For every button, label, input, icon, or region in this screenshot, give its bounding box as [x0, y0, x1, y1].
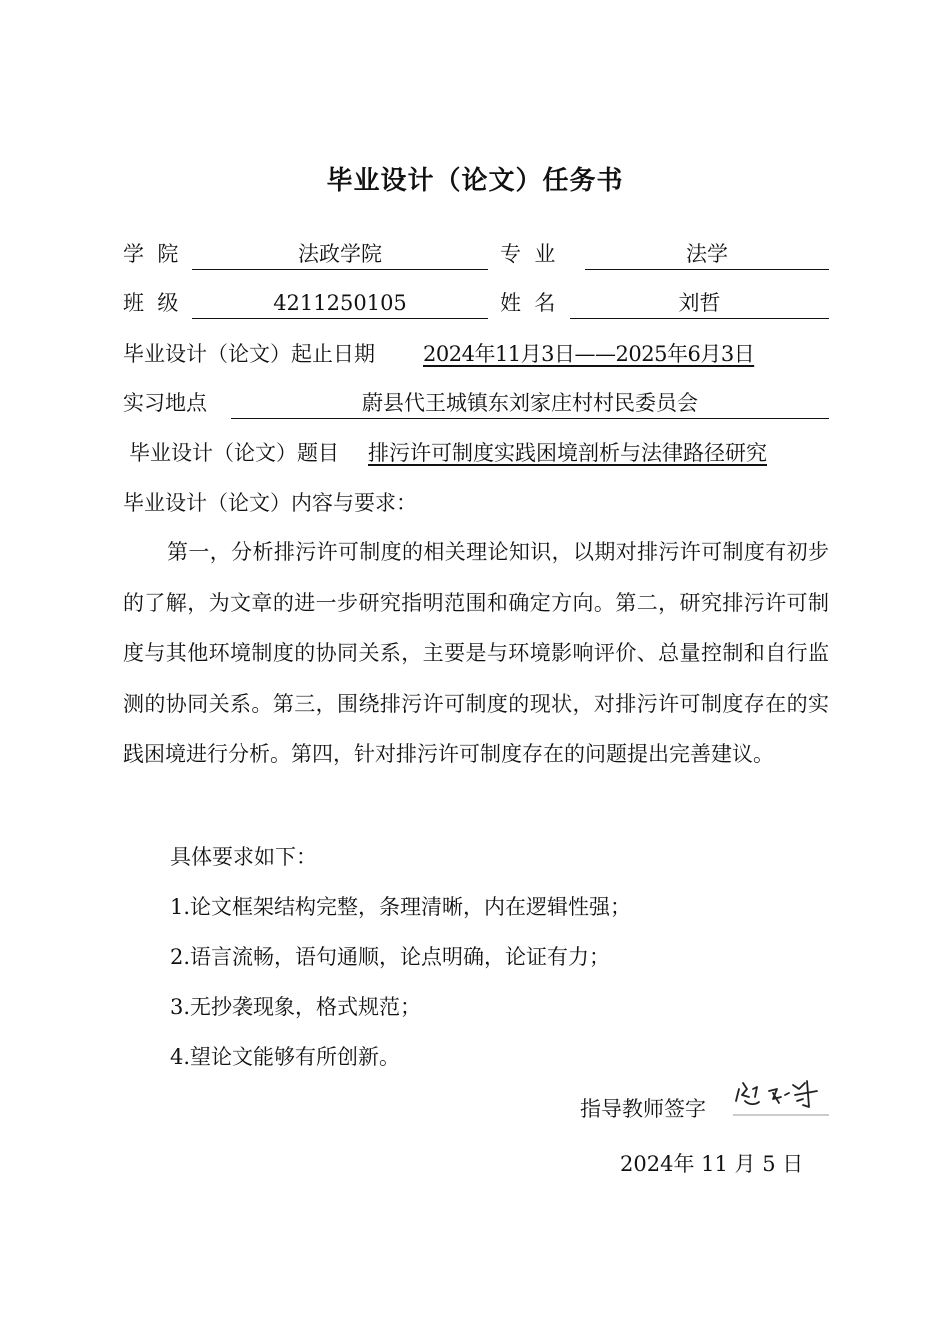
- college-value: 法政学院: [192, 238, 488, 270]
- requirement-item: 2.语言流畅，语句通顺，论点明确，论证有力；: [170, 945, 611, 969]
- topic-value: 排污许可制度实践困境剖析与法律路径研究: [368, 441, 767, 465]
- content-heading: 毕业设计（论文）内容与要求：: [123, 491, 417, 515]
- signature-date: 2024年 11 月 5 日: [620, 1152, 804, 1176]
- class-value: 4211250105: [192, 287, 488, 319]
- location-label: 实习地点: [123, 391, 207, 415]
- requirement-item: 4.望论文能够有所创新。: [170, 1045, 401, 1069]
- requirements-heading: 具体要求如下：: [170, 845, 317, 869]
- location-value: 蔚县代王城镇东刘家庄村村民委员会: [231, 387, 829, 419]
- signature-label: 指导教师签字: [580, 1097, 706, 1121]
- period-value: 2024年11月3日——2025年6月3日: [423, 342, 755, 366]
- college-label: 学 院: [123, 242, 179, 266]
- name-value: 刘哲: [570, 287, 829, 319]
- page-title: 毕业设计（论文）任务书: [326, 166, 624, 196]
- content-paragraph: 第一，分析排污许可制度的相关理论知识，以期对排污许可制度有初步的了解，为文章的进一步研究指明范围和确定方向。第二，研究排污许可制度与其他环境制度的协同关系，主要是与环境影响评价、总量控制和自行监测的协同关系。第三，围绕排污许可制度的现状，对排污许可制度存在的实践困境进行分析。第四，针对排污许可制度存在的问题提出完善建议。: [123, 540, 829, 766]
- major-label: 专 业: [500, 242, 556, 266]
- major-value: 法学: [585, 238, 829, 270]
- class-label: 班 级: [123, 291, 179, 315]
- requirement-item: 1.论文框架结构完整，条理清晰，内在逻辑性强；: [170, 895, 632, 919]
- handwritten-signature: [733, 1075, 829, 1117]
- name-label: 姓 名: [500, 291, 556, 315]
- topic-label: 毕业设计（论文）题目: [129, 441, 339, 465]
- requirement-item: 3.无抄袭现象，格式规范；: [170, 995, 422, 1019]
- period-label: 毕业设计（论文）起止日期: [123, 342, 375, 366]
